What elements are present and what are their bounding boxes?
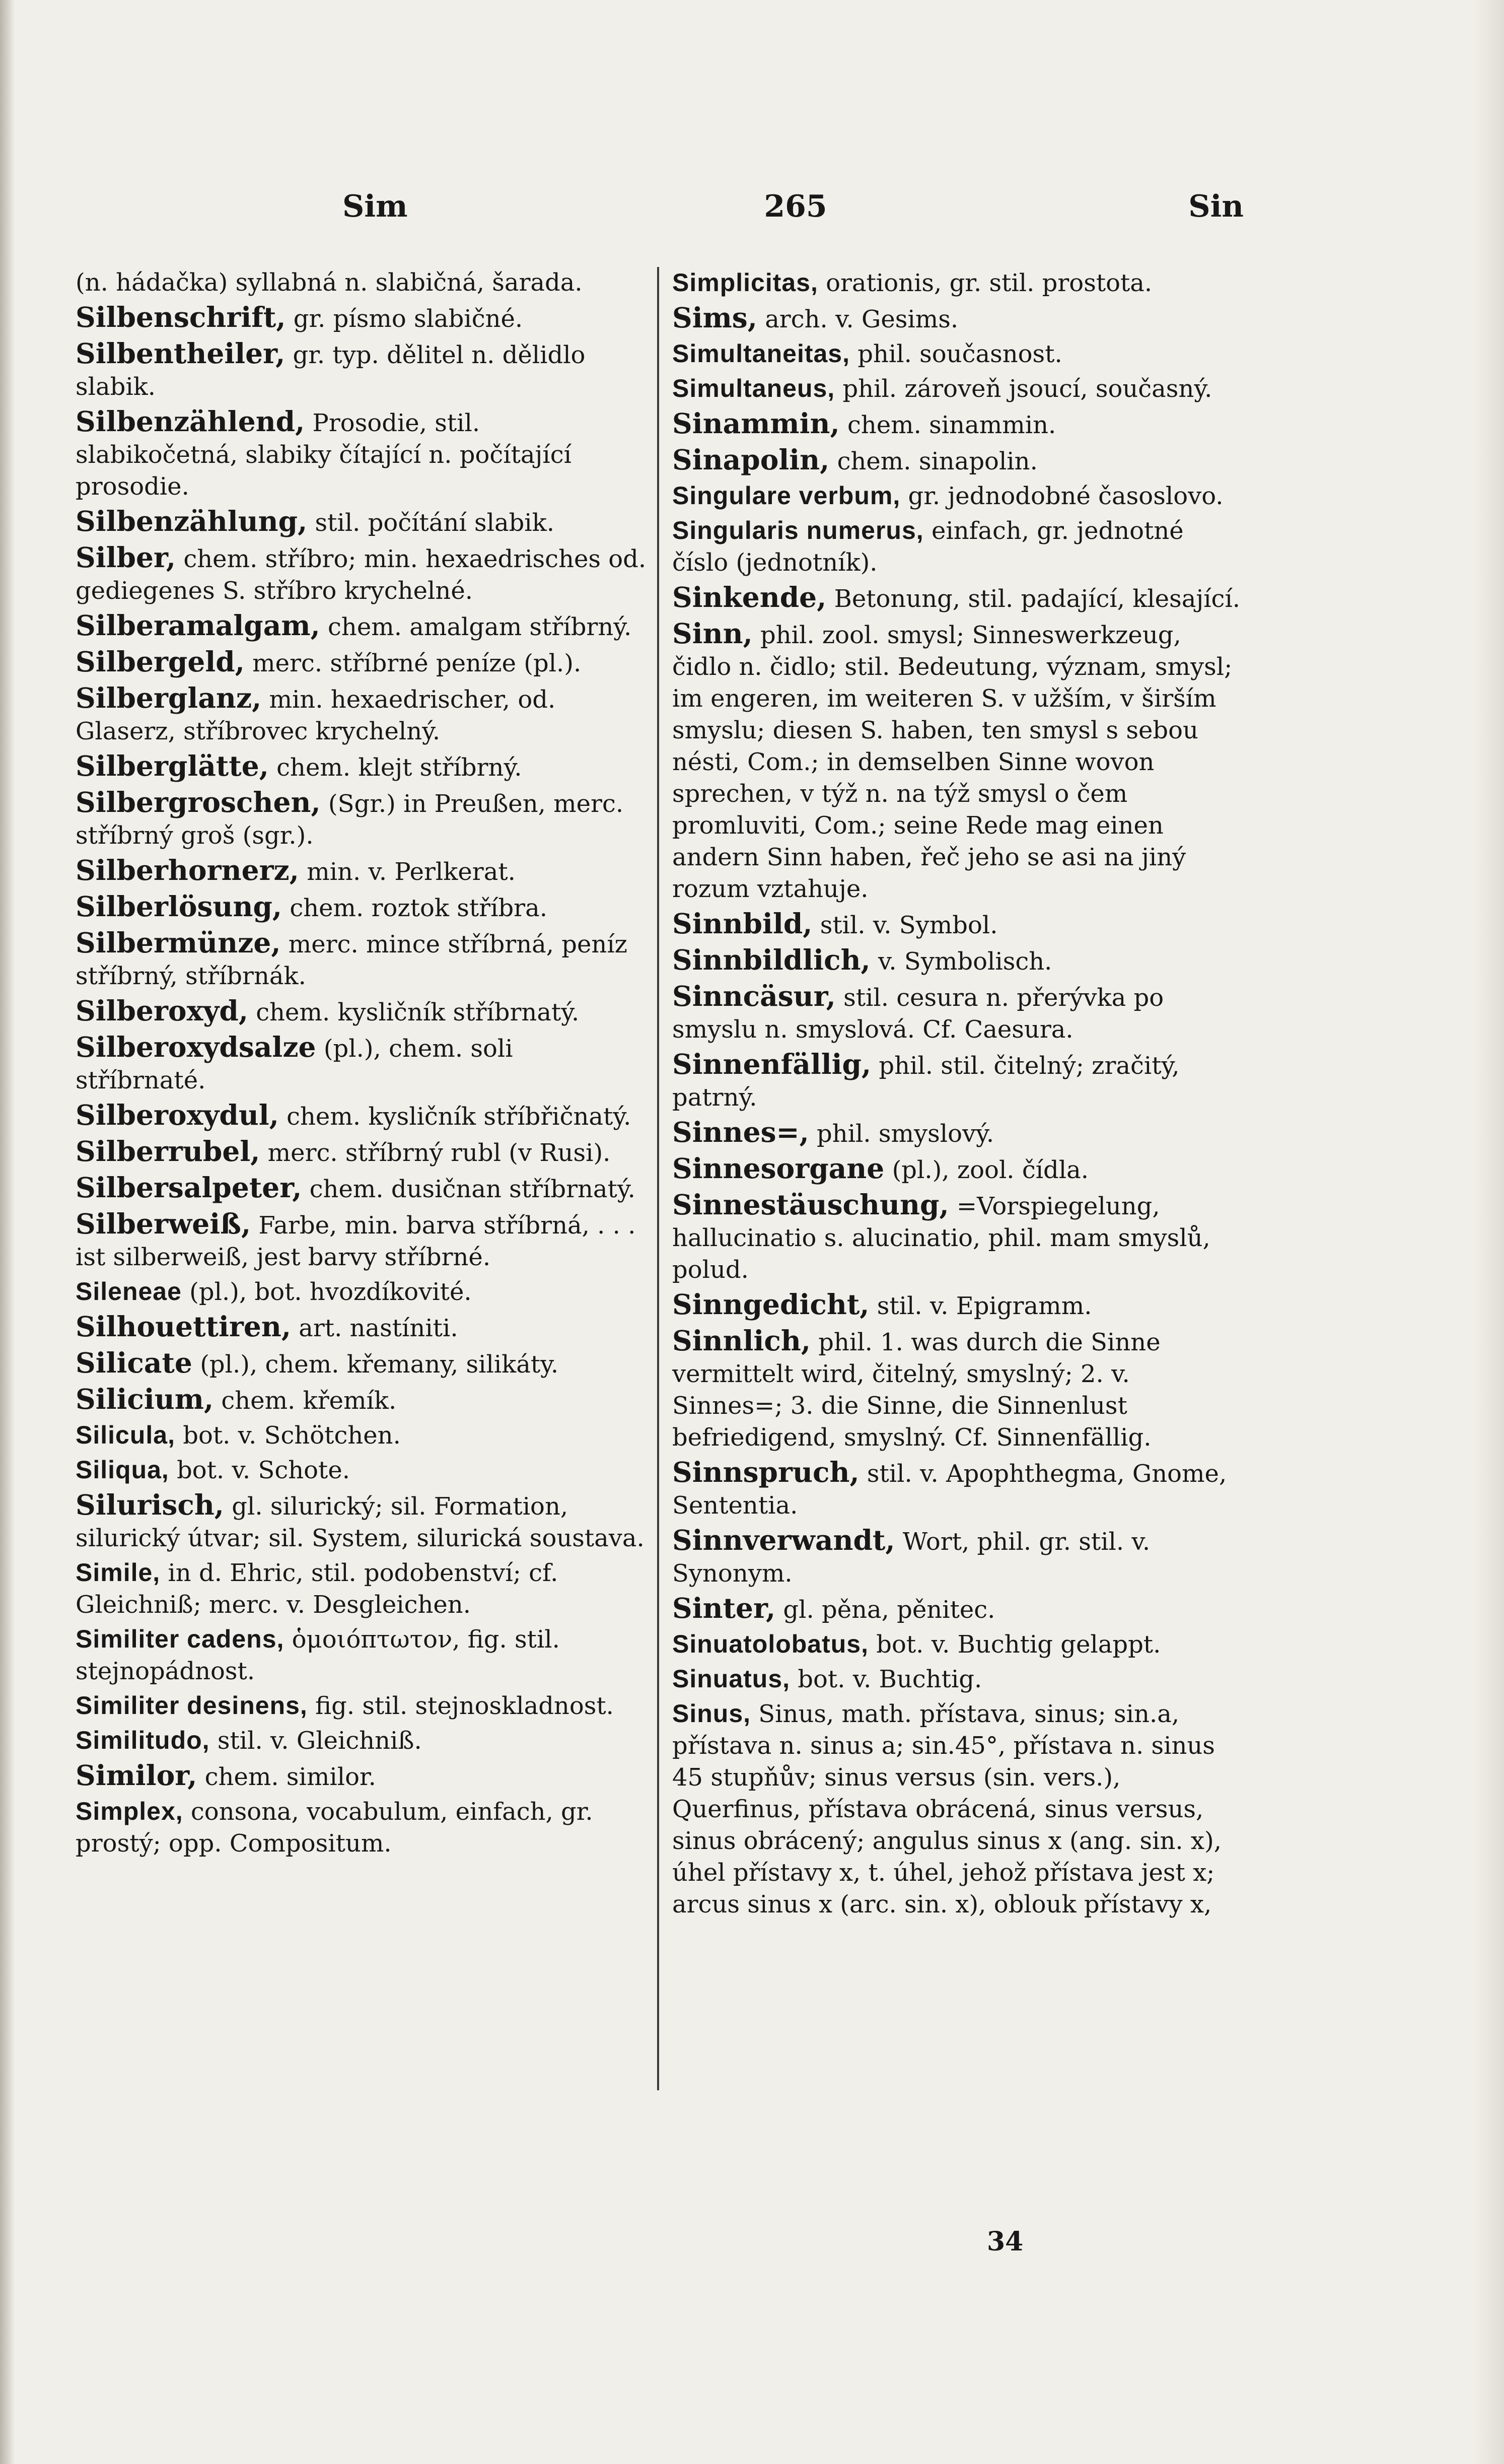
entry-definition: merc. mince stříbrná, peníz stříbrný, stříbrnák.: [76, 930, 627, 990]
dictionary-entry: [672, 1592, 1246, 1626]
entry-headword: Silberoxydul,: [76, 1099, 279, 1131]
page-number: 265: [764, 189, 827, 224]
entry-definition: chem. roztok stříbra.: [290, 894, 547, 922]
entry-definition: chem. similor.: [204, 1763, 376, 1791]
dictionary-entry: [672, 944, 1246, 978]
entry-headword: Sinncäsur,: [672, 980, 836, 1012]
entry-headword: Silicula,: [76, 1421, 175, 1449]
entry-headword: Sinnes=,: [672, 1116, 809, 1148]
entry-definition: phil. smyslový.: [817, 1120, 994, 1148]
dictionary-entry: [672, 1698, 1246, 1921]
entry-definition: art. nastíniti.: [299, 1314, 458, 1342]
entry-headword: Silbergroschen,: [76, 786, 321, 818]
dictionary-entry: [76, 891, 650, 924]
entry-headword: Sinnbildlich,: [672, 943, 871, 976]
dictionary-entry: [76, 1311, 650, 1344]
entry-headword: Sinnspruch,: [672, 1456, 860, 1488]
right-column: [672, 267, 1246, 1923]
dictionary-entry: [672, 407, 1246, 441]
dictionary-entry: [76, 1557, 650, 1621]
dictionary-entry: [76, 1725, 650, 1757]
entry-definition: chem. sinapolin.: [837, 447, 1038, 475]
dictionary-entry: [672, 444, 1246, 477]
entry-definition: stil. v. Gleichniß.: [217, 1727, 422, 1755]
dictionary-entry: [76, 750, 650, 784]
dictionary-entry: [76, 1454, 650, 1486]
entry-definition: einfach, gr. jednotné číslo (jednotník).: [672, 517, 1184, 577]
entry-headword: Silbersalpeter,: [76, 1171, 302, 1204]
entry-definition: v. Symbolisch.: [878, 947, 1052, 976]
entry-headword: Silurisch,: [76, 1488, 224, 1521]
entry-definition: gl. silurický; sil. Formation, silurický útvar; sil. System, silurická soustava.: [76, 1492, 644, 1552]
dictionary-entry: [76, 337, 650, 403]
signature-mark: 34: [987, 2226, 1024, 2257]
dictionary-entry: [76, 505, 650, 539]
entry-definition: bot. v. Buchtig gelappt.: [876, 1630, 1161, 1659]
binding-shadow: [0, 0, 15, 2464]
entry-definition: merc. stříbrné peníze (pl.).: [252, 649, 582, 677]
entry-headword: Sinnestäuschung,: [672, 1188, 949, 1221]
entry-definition: phil. zároveň jsoucí, současný.: [842, 375, 1212, 403]
column-divider: [657, 267, 659, 2090]
entry-headword: Sinuatolobatus,: [672, 1630, 869, 1658]
entry-definition: bot. v. Schote.: [177, 1456, 350, 1484]
entry-headword: Silicate: [76, 1346, 192, 1379]
page-edge: [1474, 0, 1504, 2464]
entry-definition: chem. kysličník stříbřičnatý.: [287, 1103, 631, 1131]
dictionary-entry: [672, 1524, 1246, 1590]
dictionary-entry: [672, 618, 1246, 905]
entry-headword: Sinkende,: [672, 581, 827, 613]
dictionary-entry: [672, 1628, 1246, 1661]
entry-headword: Sinter,: [672, 1592, 776, 1624]
dictionary-entry: [76, 854, 650, 888]
entry-headword: Similitudo,: [76, 1726, 210, 1754]
entry-headword: Silberrubel,: [76, 1135, 260, 1168]
entry-definition: Betonung, stil. padající, klesající.: [834, 585, 1241, 613]
entry-definition: min. hexaedrischer, od. Glaserz, stříbrovec krychelný.: [76, 686, 556, 745]
entry-definition: (pl.), chem. křemany, silikáty.: [200, 1350, 559, 1379]
dictionary-entry: [76, 1347, 650, 1381]
header-right-guide-word: Sin: [1188, 189, 1244, 224]
entry-headword: Silbentheiler,: [76, 337, 285, 370]
entry-definition: stil. cesura n. přerývka po smyslu n. smyslová. Cf. Caesura.: [672, 984, 1164, 1044]
entry-definition: phil. zool. smysl; Sinneswerkzeug, čidlo n. čidlo; stil. Bedeutung, význam, smysl; im engeren, im weiteren S. v užším, v širším smyslu; diesen S. haben, ten smysl s sebou nésti, Com.; in demselben Sinne wovon sprechen, v týž n. na týž smysl o čem promluviti, Com.; seine Rede mag einen andern Sinn haben, řeč jeho se asi na jiný rozum vztahuje.: [672, 621, 1233, 903]
entry-headword: Silberglanz,: [76, 681, 262, 714]
entry-headword: Silberamalgam,: [76, 609, 320, 642]
entry-definition: chem. dusičnan stříbrnatý.: [309, 1175, 635, 1203]
dictionary-entry: [672, 1189, 1246, 1286]
dictionary-entry: [76, 541, 650, 607]
entry-headword: Simile,: [76, 1558, 161, 1587]
entry-headword: Sinuatus,: [672, 1665, 791, 1693]
dictionary-entry: [76, 267, 650, 299]
entry-headword: Silicium,: [76, 1383, 214, 1415]
entry-definition: phil. 1. was durch die Sinne vermittelt wird, čitelný, smyslný; 2. v. Sinnes=; 3. die Sinne, die Sinnenlust befriedigend, smyslný. Cf. Sinnenfällig.: [672, 1328, 1161, 1452]
dictionary-entry: [76, 995, 650, 1029]
entry-definition: (pl.), chem. soli stříbrnaté.: [76, 1035, 513, 1094]
entry-definition: stil. v. Symbol.: [820, 911, 998, 939]
entry-definition: bot. v. Schötchen.: [183, 1421, 401, 1450]
entry-definition: (n. hádačka) syllabná n. slabičná, šarada.: [76, 268, 583, 297]
dictionary-entry: [76, 1208, 650, 1273]
entry-definition: merc. stříbrný rubl (v Rusi).: [267, 1139, 611, 1167]
entry-headword: Silbenzählung,: [76, 505, 308, 537]
dictionary-entry: [76, 609, 650, 643]
entry-definition: stil. v. Apophthegma, Gnome, Sententia.: [672, 1460, 1227, 1520]
entry-headword: Simplex,: [76, 1797, 183, 1825]
dictionary-entry: [672, 1116, 1246, 1150]
entry-definition: bot. v. Buchtig.: [798, 1665, 982, 1693]
entry-headword: Sinngedicht,: [672, 1288, 870, 1321]
dictionary-entry: [76, 1796, 650, 1860]
entry-headword: Silberweiß,: [76, 1207, 251, 1240]
entry-headword: Sinnenfällig,: [672, 1048, 872, 1080]
entry-headword: Silbergeld,: [76, 645, 245, 678]
entry-headword: Silbenzählend,: [76, 405, 305, 438]
entry-headword: Similiter cadens,: [76, 1625, 284, 1653]
entry-definition: ὁμοιόπτωτον, fig. stil. stejnopádnost.: [76, 1625, 560, 1685]
dictionary-entry: [76, 405, 650, 503]
entry-definition: stil. v. Epigramm.: [877, 1292, 1092, 1320]
dictionary-entry: [672, 338, 1246, 370]
entry-headword: Singulare verbum,: [672, 482, 901, 510]
entry-definition: min. v. Perlkerat.: [307, 858, 516, 886]
dictionary-entry: [76, 1276, 650, 1308]
entry-definition: phil. stil. čitelný; zračitý, patrný.: [672, 1052, 1180, 1112]
dictionary-entry: [672, 1663, 1246, 1695]
dictionary-entry: [76, 1623, 650, 1687]
dictionary-entry: [76, 682, 650, 747]
entry-headword: Simultaneus,: [672, 374, 835, 402]
dictionary-entry: [76, 301, 650, 335]
entry-headword: Silberoxyd,: [76, 994, 248, 1027]
entry-definition: orationis, gr. stil. prostota.: [826, 269, 1153, 297]
entry-definition: arch. v. Gesims.: [765, 305, 959, 333]
dictionary-entry: [76, 646, 650, 679]
entry-definition: (pl.), zool. čídla.: [892, 1156, 1089, 1184]
entry-headword: Silbenschrift,: [76, 301, 286, 333]
entry-definition: chem. sinammin.: [847, 411, 1056, 439]
entry-definition: Sinus, math. přístava, sinus; sin.a, přístava n. sinus a; sin.45°, přístava n. sinus 45 stupňův; sinus versus (sin. vers.), Querfinus, přístava obrácená, sinus versus, sinus obrácený; angulus sinus x (ang. sin. x), úhel přístavy x, t. úhel, jehož přístava jest x; arcus sinus x (arc. sin. x), oblouk přístavy x,: [672, 1700, 1222, 1919]
entry-headword: Sims,: [672, 301, 757, 334]
dictionary-entry: [76, 1135, 650, 1169]
entry-definition: phil. současnost.: [857, 340, 1062, 368]
dictionary-entry: [76, 1690, 650, 1722]
entry-headword: Silhouettiren,: [76, 1310, 291, 1343]
dictionary-entry: [672, 581, 1246, 615]
entry-headword: Simplicitas,: [672, 268, 818, 297]
dictionary-entry: [672, 373, 1246, 405]
dictionary-entry: [672, 515, 1246, 579]
entry-headword: Sileneae: [76, 1277, 182, 1306]
dictionary-entry: [672, 1288, 1246, 1322]
entry-headword: Silberglätte,: [76, 749, 269, 782]
entry-definition: chem. amalgam stříbrný.: [328, 613, 632, 641]
entry-headword: Silberoxydsalze: [76, 1031, 316, 1063]
dictionary-entry: [76, 786, 650, 852]
dictionary-entry: [672, 1048, 1246, 1114]
dictionary-entry: [76, 1099, 650, 1133]
dictionary-entry: [76, 1031, 650, 1097]
entry-headword: Sinnbild,: [672, 907, 813, 940]
entry-headword: Sinammin,: [672, 407, 840, 440]
entry-definition: Prosodie, stil. slabikočetná, slabiky čítající n. počítající prosodie.: [76, 409, 571, 501]
entry-definition: (Sgr.) in Preußen, merc. stříbrný groš (sgr.).: [76, 790, 624, 850]
dictionary-entry: [76, 1172, 650, 1205]
entry-definition: chem. kysličník stříbrnatý.: [256, 998, 580, 1026]
entry-definition: gr. typ. dělitel n. dělidlo slabik.: [76, 341, 586, 401]
entry-headword: Sinn,: [672, 617, 753, 650]
entry-definition: chem. stříbro; min. hexaedrisches od. gediegenes S. stříbro krychelné.: [76, 545, 647, 605]
entry-headword: Sinapolin,: [672, 443, 830, 476]
dictionary-entry: [672, 267, 1246, 299]
entry-headword: Similiter desinens,: [76, 1691, 308, 1720]
entry-headword: Singularis numerus,: [672, 516, 924, 544]
entry-headword: Silberhornerz,: [76, 854, 299, 886]
entry-headword: Simultaneitas,: [672, 339, 850, 368]
entry-headword: Similor,: [76, 1759, 197, 1792]
entry-headword: Silber,: [76, 541, 176, 574]
dictionary-entry: [672, 1456, 1246, 1522]
entry-headword: Sinnverwandt,: [672, 1524, 895, 1556]
dictionary-entry: [672, 480, 1246, 512]
entry-definition: Wort, phil. gr. stil. v. Synonym.: [672, 1528, 1151, 1588]
entry-headword: Sinnlich,: [672, 1324, 811, 1357]
entry-definition: in d. Ehric, stil. podobenství; cf. Gleichniß; merc. v. Desgleichen.: [76, 1559, 558, 1619]
dictionary-entry: [76, 1419, 650, 1452]
header-left-guide-word: Sim: [342, 189, 408, 224]
entry-definition: gl. pěna, pěnitec.: [783, 1596, 995, 1624]
dictionary-entry: [672, 1152, 1246, 1186]
entry-definition: stil. počítání slabik.: [315, 509, 554, 537]
entry-definition: chem. klejt stříbrný.: [276, 754, 522, 782]
dictionary-entry: [672, 302, 1246, 335]
dictionary-entry: [672, 1325, 1246, 1454]
left-column: [76, 267, 650, 1862]
entry-definition: chem. křemík.: [221, 1387, 397, 1415]
entry-definition: fig. stil. stejnoskladnost.: [315, 1692, 614, 1720]
dictionary-entry: [76, 927, 650, 992]
running-header: [322, 189, 1264, 239]
dictionary-entry: [672, 908, 1246, 941]
dictionary-entry: [76, 1383, 650, 1417]
entry-definition: consona, vocabulum, einfach, gr. prostý; opp. Compositum.: [76, 1798, 593, 1858]
entry-definition: =Vorspiegelung, hallucinatio s. alucinatio, phil. mam smyslů, polud.: [672, 1192, 1210, 1284]
entry-headword: Sinus,: [672, 1699, 751, 1728]
entry-definition: gr. písmo slabičné.: [293, 305, 523, 333]
entry-definition: Farbe, min. barva stříbrná, . . . ist silberweiß, jest barvy stříbrné.: [76, 1211, 636, 1271]
entry-definition: (pl.), bot. hvozdíkovité.: [189, 1278, 472, 1306]
entry-definition: gr. jednodobné časoslovo.: [908, 482, 1224, 510]
dictionary-entry: [76, 1489, 650, 1554]
entry-headword: Silberlösung,: [76, 890, 282, 923]
dictionary-entry: [76, 1759, 650, 1793]
entry-headword: Silbermünze,: [76, 926, 281, 959]
entry-headword: Sinnesorgane: [672, 1152, 885, 1185]
dictionary-entry: [672, 980, 1246, 1046]
entry-headword: Siliqua,: [76, 1456, 169, 1484]
